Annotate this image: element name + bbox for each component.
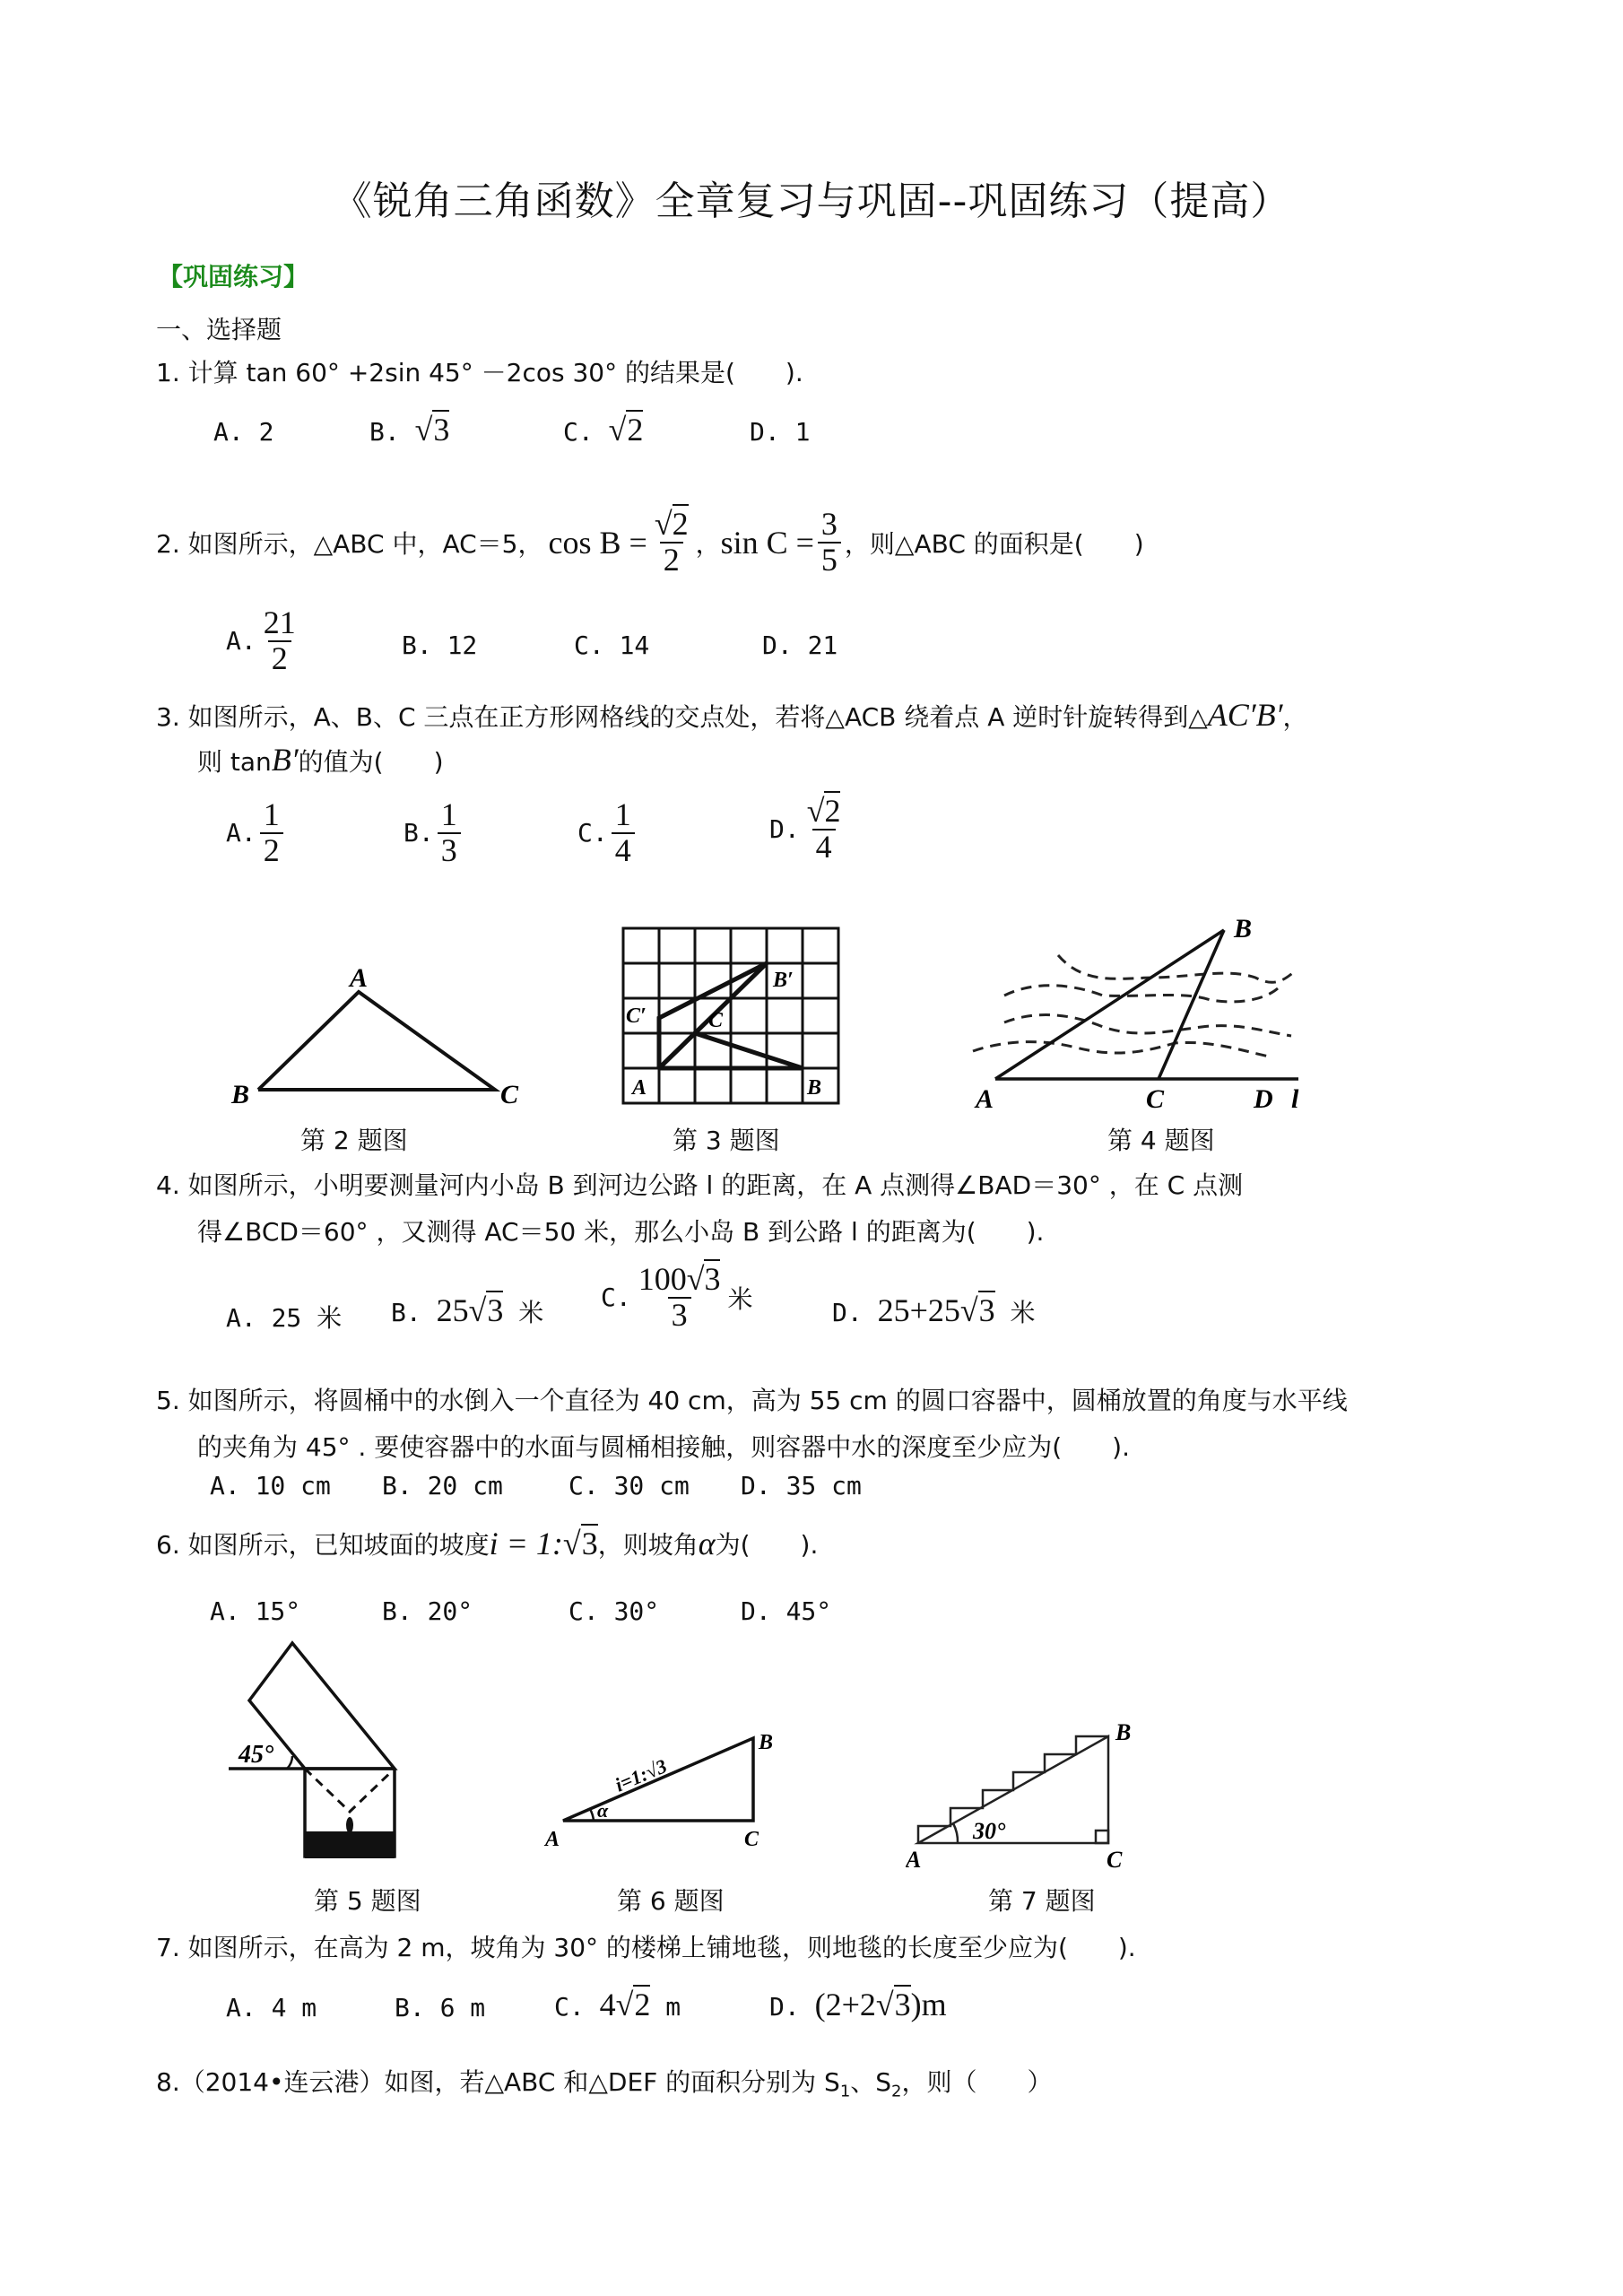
q4-option-a: A. 25 米	[226, 1303, 343, 1333]
svg-text:B: B	[807, 1076, 822, 1100]
pour-lines	[305, 1769, 395, 1812]
q7-option-a: A. 4 m	[226, 1993, 317, 2022]
q2-option-a: A. $\frac{21}{2}$	[226, 604, 296, 676]
svg-text:30°: 30°	[973, 1818, 1006, 1844]
figure-6-slope	[538, 1722, 789, 1866]
q1-option-c: C. √2	[563, 412, 644, 448]
figure-2-caption: 第 2 题图	[300, 1126, 408, 1155]
angle-arc	[953, 1823, 958, 1843]
svg-text:l: l	[1291, 1084, 1299, 1112]
q3-option-b: B. $\frac{1}{3}$	[404, 798, 464, 868]
figure-7-stairs	[906, 1704, 1175, 1874]
q1-option-b: B. √3	[369, 412, 450, 448]
q3-option-a: A. $\frac{1}{2}$	[226, 798, 287, 868]
figure-3-caption: 第 3 题图	[673, 1126, 780, 1155]
question-3-stem-line2: 则 tanB′的值为( )	[197, 742, 444, 778]
svg-text:i=1:√3: i=1:√3	[612, 1754, 671, 1796]
q7-option-b: B. 6 m	[395, 1993, 486, 2022]
q7-option-c: C. 4√2 m	[554, 1987, 681, 2022]
svg-text:A: A	[632, 1076, 647, 1100]
figure-4-caption: 第 4 题图	[1107, 1126, 1215, 1155]
water-drop-icon	[346, 1817, 353, 1833]
figure-3-grid	[619, 924, 843, 1112]
figure-5-caption: 第 5 题图	[314, 1886, 421, 1916]
svg-text:C: C	[708, 1009, 724, 1032]
label-a: A	[350, 963, 369, 993]
figure-6-caption: 第 6 题图	[617, 1886, 725, 1916]
svg-text:B: B	[1115, 1719, 1132, 1745]
right-angle-mark	[1096, 1831, 1108, 1843]
label-b: B	[231, 1080, 250, 1109]
question-1-stem: 1. 计算 tan 60° +2sin 45° －2cos 30° 的结果是( ).	[156, 358, 803, 387]
q6-option-b: B. 20°	[382, 1596, 473, 1626]
question-5-stem-line1: 5. 如图所示，将圆桶中的水倒入一个直径为 40 cm，高为 55 cm 的圆口容器中，圆桶放置的角度与水平线	[156, 1386, 1348, 1415]
q4-option-d: D. 25+25√3 米	[832, 1292, 1036, 1328]
q3-option-c: C. $\frac{1}{4}$	[577, 798, 638, 868]
svg-text:B: B	[759, 1731, 774, 1754]
svg-text:B: B	[1234, 914, 1253, 944]
q5-option-a: A. 10 cm	[210, 1471, 331, 1500]
figure-7-caption: 第 7 题图	[988, 1886, 1096, 1916]
section-tag: 【巩固练习】	[158, 262, 309, 291]
q3-option-d: D. $\frac{√2}{4}$	[769, 793, 841, 865]
q2-option-b: B. 12	[402, 631, 478, 660]
page-title: 《锐角三角函数》全章复习与巩固--巩固练习（提高）	[332, 178, 1291, 224]
q2-option-c: C. 14	[574, 631, 650, 660]
question-4-stem-line2: 得∠BCD＝60° ，又测得 AC＝50 米，那么小岛 B 到公路 l 的距离为( ).	[197, 1217, 1045, 1247]
q7-option-d: D. (2+2√3)m	[769, 1987, 947, 2022]
q1-option-d: D. 1	[750, 417, 811, 447]
angle-arc	[287, 1756, 292, 1769]
svg-text:C: C	[1146, 1084, 1165, 1112]
svg-text:C: C	[1107, 1847, 1123, 1873]
svg-text:A: A	[976, 1084, 994, 1112]
q4-option-c: C. $\frac{100√3}{3}$ 米	[601, 1261, 753, 1333]
figure-2-triangle	[215, 951, 538, 1112]
figure-4-river	[968, 906, 1327, 1112]
q1-option-a: A. 2	[213, 417, 274, 447]
q6-option-c: C. 30°	[568, 1596, 660, 1626]
question-6-stem: 6. 如图所示，已知坡面的坡度 i = 1: √3 ，则坡角 α 为( ).	[156, 1526, 819, 1561]
triangle-lines	[995, 930, 1298, 1079]
q5-option-c: C. 30 cm	[568, 1471, 690, 1500]
svg-text:C: C	[744, 1828, 759, 1851]
svg-text:A: A	[545, 1828, 560, 1851]
svg-text:C′: C′	[626, 1004, 647, 1028]
slope-triangle	[918, 1736, 1108, 1843]
grid-lines	[623, 928, 838, 1103]
question-7-stem: 7. 如图所示，在高为 2 m，坡角为 30° 的楼梯上铺地毯，则地毯的长度至少应为( ).	[156, 1933, 1136, 1962]
svg-text:B′: B′	[773, 969, 794, 992]
q5-option-b: B. 20 cm	[382, 1471, 503, 1500]
q6-option-d: D. 45°	[741, 1596, 832, 1626]
section-heading: 一、选择题	[156, 315, 282, 344]
svg-text:D: D	[1254, 1084, 1273, 1112]
figure-5-bucket	[215, 1632, 430, 1866]
q4-option-b: B. 25√3 米	[391, 1292, 544, 1328]
question-5-stem-line2: 的夹角为 45° . 要使容器中的水面与圆桶相接触，则容器中水的深度至少应为( ).	[197, 1432, 1130, 1462]
question-4-stem-line1: 4. 如图所示，小明要测量河内小岛 B 到河边公路 l 的距离，在 A 点测得∠BAD＝30° ，在 C 点测	[156, 1170, 1244, 1200]
river-waves	[973, 955, 1296, 1057]
label-c: C	[500, 1080, 519, 1109]
question-8-stem: 8.（2014•连云港）如图，若△ABC 和△DEF 的面积分别为 $S_1$、$S_2$，则（ ）	[156, 2067, 1053, 2101]
angle-arc	[590, 1809, 594, 1821]
triangle-abc	[258, 992, 495, 1090]
svg-text:A: A	[906, 1847, 922, 1873]
question-2-stem: 2. 如图所示，△ABC 中，AC＝5， cos B = $\frac{√2}{2}$ ， sin C = $\frac{3}{5}$ ，则△ABC 的面积是( )	[156, 506, 1144, 578]
svg-text:α: α	[597, 1799, 609, 1822]
q5-option-d: D. 35 cm	[741, 1471, 862, 1500]
water-fill	[305, 1831, 395, 1858]
question-3-stem-line1: 3. 如图所示，A、B、C 三点在正方形网格线的交点处，若将△ACB 绕着点 A 逆时针旋转得到△AC′B′，	[156, 697, 1308, 733]
q2-option-d: D. 21	[762, 631, 838, 660]
svg-text:45°: 45°	[239, 1741, 274, 1769]
q6-option-a: A. 15°	[210, 1596, 301, 1626]
